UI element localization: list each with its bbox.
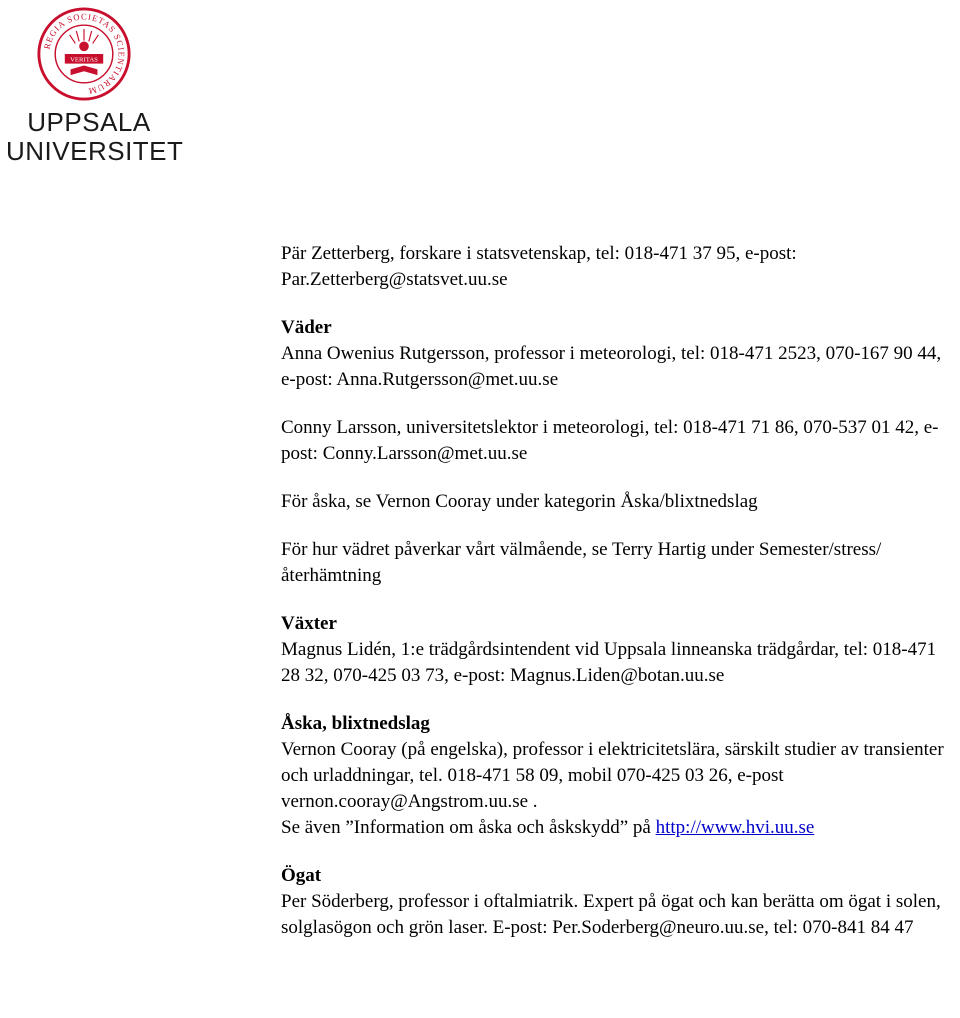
entry-cooray: Vernon Cooray (på engelska), professor i elektricitetslära, särskilt studier av transienter och urladdningar, tel. 018-471 58 09, mobil 070-425 03 26, e-post vernon.cooray@Angstrom.uu.se .	[281, 739, 944, 812]
hvi-info-text: Se även ”Information om åska och åskskydd” på	[281, 817, 656, 838]
entry-rutgersson: Anna Owenius Rutgersson, professor i meteorologi, tel: 018-471 2523, 070-167 90 44, e-post: Anna.Rutgersson@met.uu.se	[281, 343, 942, 390]
seal-text: REGIA SOCIETAS SCIENTIARUM	[41, 11, 127, 97]
seal-banner-text: VERITAS	[70, 56, 98, 64]
logo-line-uppsala: UPPSALA	[27, 107, 151, 137]
section-heading-ogat: Ögat	[281, 865, 322, 886]
uppsala-universitet-logo	[0, 0, 184, 170]
entry-larsson: Conny Larsson, universitetslektor i meteorologi, tel: 018-471 71 86, 070-537 01 42, e-post: Conny.Larsson@met.uu.se	[281, 417, 939, 464]
logo-wordmark	[6, 107, 184, 166]
entry-hvi-info	[281, 815, 957, 841]
entry-aska-reference: För åska, se Vernon Cooray under kategorin Åska/blixtnedslag	[281, 491, 758, 512]
section-heading-aska: Åska, blixtnedslag	[281, 713, 430, 734]
logo-line-universitet: UNIVERSITET	[6, 136, 184, 166]
svg-text:REGIA SOCIETAS SCIENTIARUM	[42, 11, 127, 96]
entry-liden: Magnus Lidén, 1:e trädgårdsintendent vid Uppsala linneanska trädgårdar, tel: 018-471 28 32, 070-425 03 73, e-post: Magnus.Liden@botan.uu.se	[281, 639, 937, 686]
entry-soderberg: Per Söderberg, professor i oftalmiatrik. Expert på ögat och kan berätta om ögat i solen, solglasögon och grön laser. E-post: Per.Soderberg@neuro.uu.se, tel: 070-841 84 47	[281, 891, 941, 938]
section-heading-vader: Väder	[281, 317, 332, 338]
section-heading-vaxter: Växter	[281, 613, 337, 634]
entry-zetterberg: Pär Zetterberg, forskare i statsvetenskap, tel: 018-471 37 95, e-post: Par.Zetterberg@statsvet.uu.se	[281, 243, 797, 290]
entry-hartig-reference: För hur vädret påverkar vårt välmående, se Terry Hartig under Semester/stress/återhämtning	[281, 539, 882, 586]
expert-list	[281, 241, 957, 941]
university-seal-icon	[36, 6, 132, 102]
hvi-link[interactable]: http://www.hvi.uu.se	[655, 817, 815, 838]
